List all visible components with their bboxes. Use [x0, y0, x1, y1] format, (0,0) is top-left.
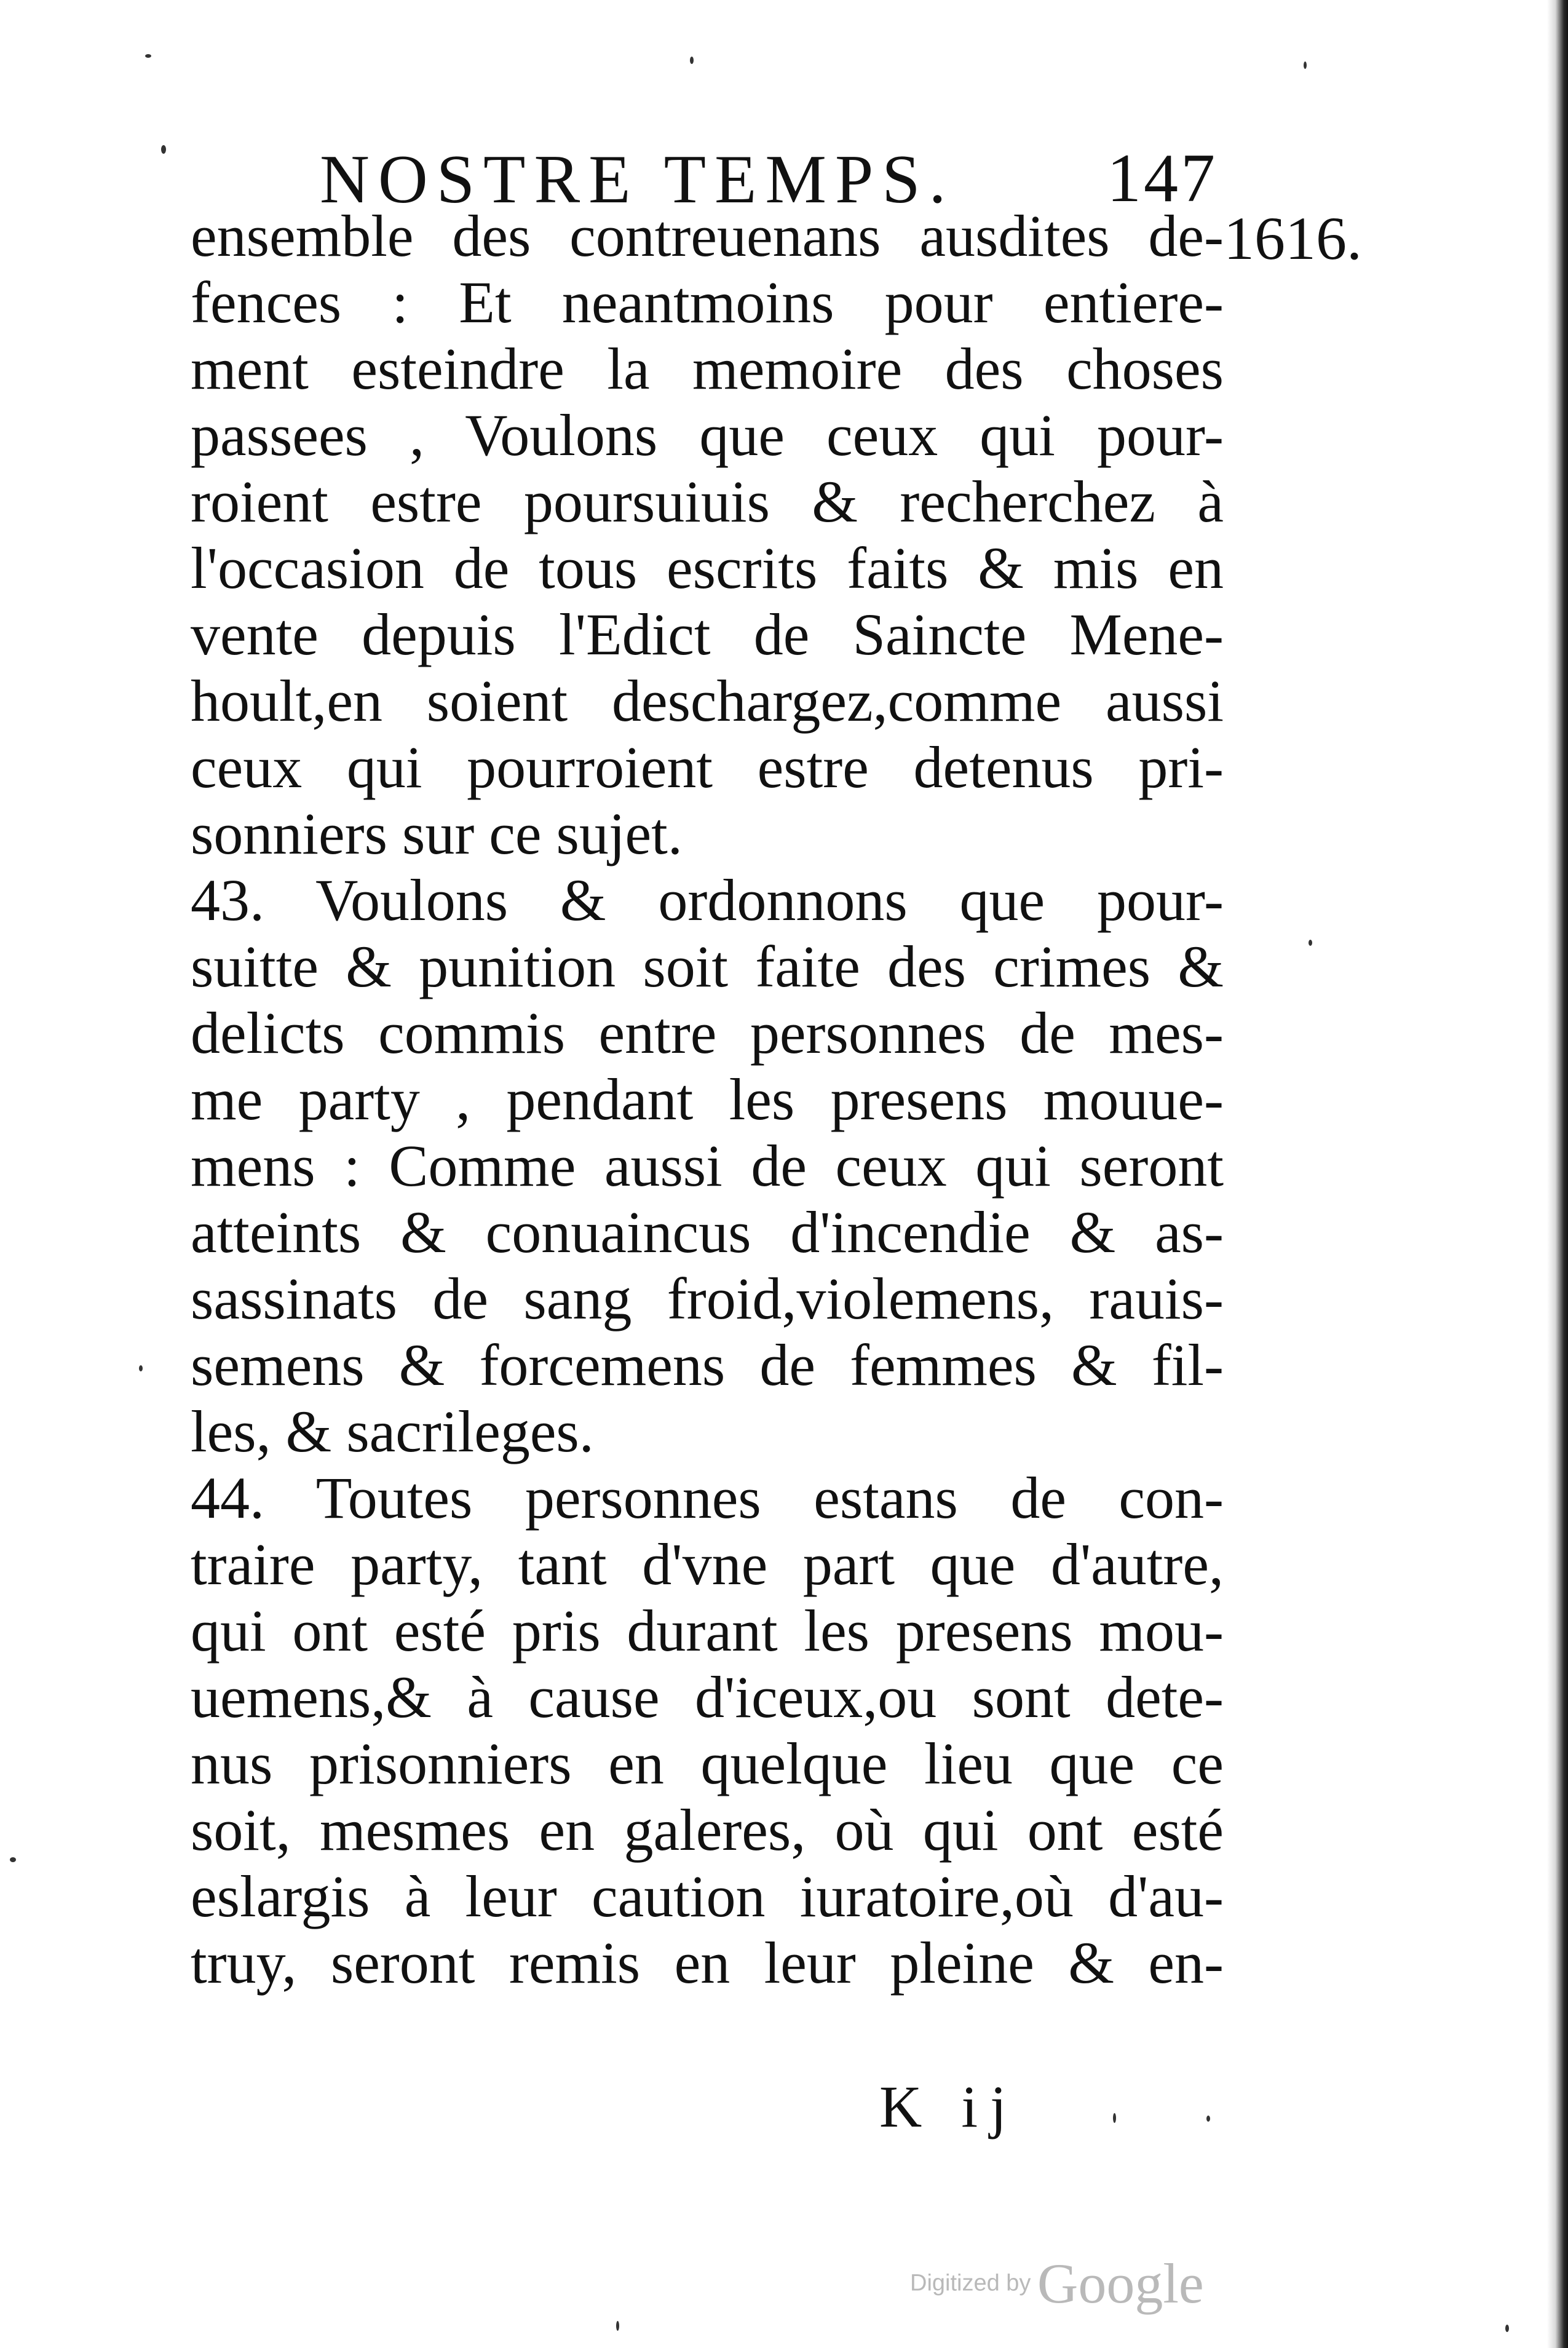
paper-speck [1304, 61, 1307, 69]
paper-speck [145, 54, 151, 58]
text-line: vente depuis l'Edict de Saincte Mene- [191, 601, 1224, 667]
paper-speck [1206, 2116, 1210, 2122]
digitized-watermark [910, 2251, 1204, 2316]
running-title: NOSTRE TEMPS. [320, 141, 955, 218]
paper-speck [1113, 2113, 1116, 2123]
text-line: ensemble des contreuenans ausdites de- [191, 203, 1224, 269]
text-line: qui ont esté pris durant les presens mou- [191, 1598, 1224, 1664]
watermark-brand: Google [1037, 2252, 1204, 2315]
watermark-prefix: Digitized by [910, 2270, 1031, 2296]
text-line: suitte & punition soit faite des crimes & [191, 934, 1224, 999]
text-line: roient estre poursuiuis & recherchez à [191, 469, 1224, 534]
paper-speck [139, 1365, 143, 1371]
text-line: fences : Et neantmoins pour entiere- [191, 269, 1224, 335]
text-line: mens : Comme aussi de ceux qui seront [191, 1133, 1224, 1199]
paper-speck [10, 1857, 16, 1862]
paper-speck [161, 145, 166, 154]
binding-edge [1547, 0, 1568, 2348]
signature-mark: K ij [879, 2074, 1019, 2140]
text-line: atteints & conuaincus d'incendie & as- [191, 1199, 1224, 1265]
text-line: traire party, tant d'vne part que d'autre, [191, 1531, 1224, 1597]
text-line: ment esteindre la memoire des choses [191, 336, 1224, 402]
text-line: l'occasion de tous escrits faits & mis en [191, 535, 1224, 601]
text-line: 44. Toutes personnes estans de con- [191, 1465, 1224, 1531]
text-line: soit, mesmes en galeres, où qui ont esté [191, 1797, 1224, 1863]
text-line: nus prisonniers en quelque lieu que ce [191, 1731, 1224, 1796]
text-line: uemens,& à cause d'iceux,ou sont dete- [191, 1664, 1224, 1730]
text-line: semens & forcemens de femmes & fil- [191, 1332, 1224, 1398]
text-line: passees , Voulons que ceux qui pour- [191, 402, 1224, 468]
text-line: eslargis à leur caution iuratoire,où d'au- [191, 1863, 1224, 1929]
margin-year-note: 1616. [1224, 204, 1362, 272]
body-text [191, 203, 1224, 1996]
text-line: hoult,en soient deschargez,comme aussi [191, 668, 1224, 734]
paper-speck [690, 57, 694, 64]
text-line: les, & sacrileges. [191, 1398, 594, 1464]
paper-speck [1505, 2325, 1509, 2332]
text-line: delicts commis entre personnes de mes- [191, 1000, 1224, 1066]
text-line: sonniers sur ce sujet. [191, 801, 683, 867]
paper-speck [1309, 940, 1312, 946]
text-line: 43. Voulons & ordonnons que pour- [191, 867, 1224, 933]
paper-speck [616, 2321, 619, 2331]
text-line: ceux qui pourroient estre detenus pri- [191, 734, 1224, 800]
page-number: 147 [1107, 140, 1218, 216]
text-line: me party , pendant les presens mouue- [191, 1066, 1224, 1132]
text-line: truy, seront remis en leur pleine & en- [191, 1930, 1224, 1996]
text-line: sassinats de sang froid,violemens, rauis- [191, 1266, 1224, 1331]
